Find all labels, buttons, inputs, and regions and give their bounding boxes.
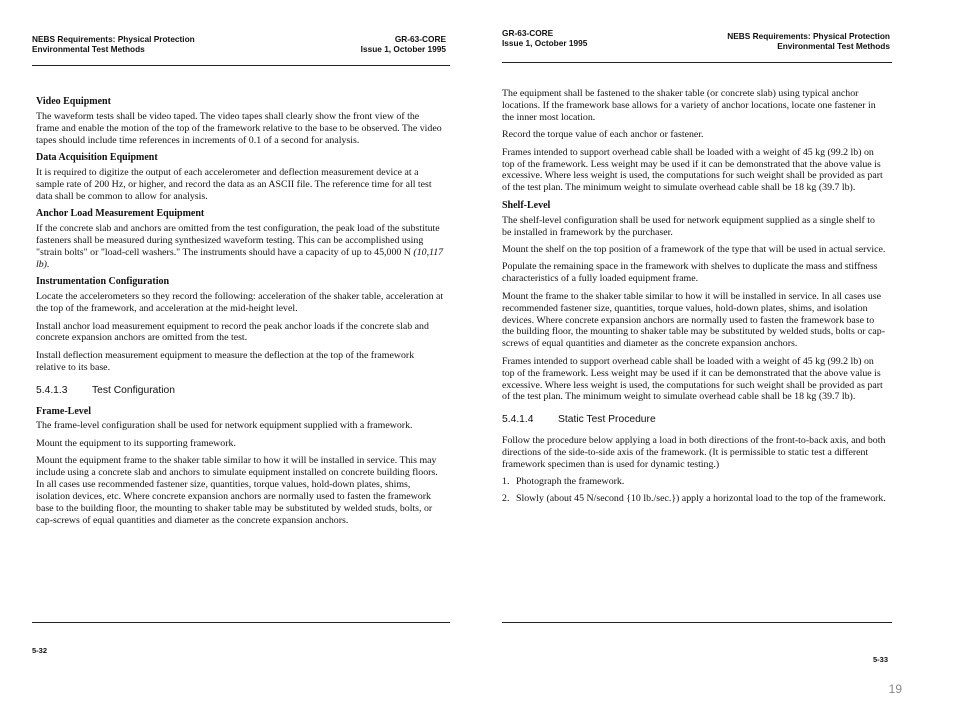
- right-page-header: [502, 28, 894, 52]
- section-heading: Video Equipment: [36, 96, 111, 107]
- paragraph-text: Install anchor load measurement equipment to record the peak anchor loads if the concrete slab and concrete expansion anchors are omitted from the test.: [36, 320, 429, 344]
- procedure-list: [502, 476, 886, 505]
- body-paragraph: [36, 321, 444, 345]
- section-title-text: Test Configuration: [92, 384, 175, 396]
- section-title: [36, 385, 444, 397]
- left-header-title-block: [32, 34, 195, 54]
- body-paragraph: [502, 435, 886, 471]
- list-item-text: Slowly (about 45 N/second {10 lb./sec.}) apply a horizontal load to the top of the framework.: [516, 493, 886, 505]
- left-page-header: [32, 34, 452, 58]
- body-paragraph: [502, 244, 886, 256]
- section-heading: Instrumentation Configuration: [36, 276, 170, 288]
- right-header-issue: Issue 1, October 1995: [502, 38, 588, 48]
- paragraph-text: Mount the equipment frame to the shaker table similar to how it will be installed in service. This may include using a concrete slab and anchors to simulate equipment installed on concrete building floors. In all cases use recommended fastener size, quantities, torque values, hold-down plates, shims, isolation devices, etc. Where concrete expansion anchors are normally used to fasten the framework base to the building floor, the mounting to shaker table may be substituted by welded studs, bolts, or cap-screws of equal quantities and diameter as the concrete expansion anchors.: [36, 455, 438, 526]
- list-item: [502, 476, 886, 488]
- left-header-issue: Issue 1, October 1995: [360, 44, 446, 54]
- paragraph-text: Locate the accelerometers so they record the following: acceleration of the shaker table, acceleration at the top of the framework, and acceleration at the mid-height level.: [36, 291, 444, 315]
- paragraph-text: The equipment shall be fastened to the shaker table (or concrete slab) using typical anchor locations. If the framework base allows for a variety of anchor locations, locate one fastener in the inner most location.: [502, 88, 876, 123]
- right-document-page: [492, 0, 894, 672]
- paragraph-text: Frames intended to support overhead cable shall be loaded with a weight of 45 kg (99.2 lb) on top of the framework. Less weight may be used if it can be demonstrated that the above value is excessive. Where less weight is used, the computations for such weight shall be provided as part of the test plan. The minimum weight to simulate overhead cable shall be 18 kg (39.7 lb).: [502, 355, 883, 403]
- paragraph-text: Mount the equipment to its supporting framework.: [36, 437, 236, 449]
- slide-number: 19: [888, 682, 902, 696]
- paragraph-text: It is required to digitize the output of each accelerometer and deflection measurement device at a sample rate of 200 Hz, or higher, and record the data as an ASCII file. The reference time for all test data shall be common to allow for analysis.: [36, 167, 432, 202]
- paragraph-text: Follow the procedure below applying a load in both directions of the front-to-back axis, and both directions of the side-to-side axis of the framework. (It is permissible to static test a different framework specimen than is used for dynamic testing.): [502, 435, 886, 471]
- paragraph-text: Mount the shelf on the top position of a framework of the type that will be used in actual service.: [502, 243, 886, 255]
- paragraph-text: If the concrete slab and anchors are omitted from the test configuration, the peak load of the substitute fasteners shall be measured during synthesized waveform testing. This can be accomplished using "strain bolts" or "load-cell washers." The instruments should have a capacity of up to 45,000 N: [36, 223, 440, 258]
- paragraph-italic-value: (10,117 lb).: [36, 246, 444, 270]
- right-page-number: 5-33: [872, 655, 888, 664]
- right-header-title-block: [727, 31, 890, 51]
- list-item-number: 1.: [502, 476, 510, 488]
- right-header-title: NEBS Requirements: Physical Protection: [727, 31, 890, 41]
- body-paragraph: [502, 147, 886, 195]
- left-header-doc-id: GR-63-CORE: [394, 34, 446, 44]
- section-heading: Data Acquisition Equipment: [36, 152, 158, 164]
- section-heading: Anchor Load Measurement Equipment: [36, 208, 205, 220]
- left-page-number: 5-32: [32, 646, 48, 655]
- body-paragraph: [36, 455, 444, 526]
- paragraph-text: Record the torque value of each anchor or fastener.: [502, 129, 704, 141]
- body-paragraph: [36, 420, 444, 432]
- body-paragraph: [502, 261, 886, 285]
- body-paragraph: [36, 111, 444, 147]
- list-item-number: 2.: [502, 493, 510, 505]
- body-paragraph: [36, 291, 444, 315]
- body-paragraph: [502, 88, 886, 124]
- section-heading: Frame-Level: [36, 405, 91, 417]
- right-header-subtitle: Environmental Test Methods: [777, 41, 890, 51]
- left-header-subtitle: Environmental Test Methods: [32, 44, 145, 54]
- left-header-doc-id-block: [361, 34, 446, 54]
- list-item-text: Photograph the framework.: [516, 476, 625, 488]
- right-header-doc-id-block: [502, 28, 587, 48]
- body-paragraph: [502, 291, 886, 351]
- body-paragraph: [502, 215, 886, 239]
- paragraph-text: The waveform tests shall be video taped. The video tapes shall clearly show the front view of the frame and enable the motion of the top of the framework relative to the base to be observed. The video tapes should include time references in increments of 0.1 of a second for analysis.: [36, 110, 442, 146]
- body-paragraph: [36, 350, 444, 374]
- paragraph-text: Mount the frame to the shaker table similar to how it will be installed in service. In all cases use recommended fastener size, quantities, torque values, hold-down plates, shims, and isolation devices. Where concrete expansion anchors are normally used to fasten the framework base to the building floor, the mounting to shaker table may be substituted by welded studs, bolts or cap-screws of equal quantities and diameter as the concrete expansion anchors.: [502, 290, 886, 350]
- paragraph-text: Frames intended to support overhead cable shall be loaded with a weight of 45 kg (99.2 lb) on top of the framework. Less weight may be used if it can be demonstrated that the above value is excessive. Where less weight is used, the computations for such weight shall be provided as part of the test plan. The minimum weight to simulate overhead cable shall be 18 kg (39.7 lb).: [502, 146, 883, 194]
- section-number: 5.4.1.3: [36, 384, 68, 396]
- right-footer-rule: [502, 622, 892, 623]
- list-item: [502, 493, 886, 505]
- body-paragraph: [36, 438, 444, 450]
- body-paragraph: [502, 356, 886, 404]
- section-title: [502, 414, 886, 426]
- paragraph-text: Install deflection measurement equipment to measure the deflection at the top of the framework relative to its base.: [36, 349, 415, 373]
- body-paragraph: [36, 223, 444, 271]
- left-footer-rule: [32, 622, 450, 623]
- left-header-rule: [32, 65, 450, 66]
- paragraph-text: The frame-level configuration shall be used for network equipment supplied with a framework.: [36, 420, 413, 432]
- right-page-body: [502, 88, 886, 510]
- right-header-doc-id: GR-63-CORE: [502, 28, 554, 38]
- section-title-text: Static Test Procedure: [558, 414, 656, 426]
- left-header-title: NEBS Requirements: Physical Protection: [32, 34, 195, 44]
- paragraph-text: The shelf-level configuration shall be used for network equipment supplied as a single shelf to be installed in framework by the purchaser.: [502, 214, 875, 238]
- paragraph-text: Populate the remaining space in the framework with shelves to duplicate the mass and stiffness characteristics of a fully loaded equipment frame.: [502, 261, 878, 285]
- left-document-page: [22, 0, 452, 672]
- body-paragraph: [502, 129, 886, 141]
- section-number: 5.4.1.4: [502, 414, 534, 426]
- left-page-body: [36, 96, 444, 532]
- body-paragraph: [36, 167, 444, 203]
- right-header-rule: [502, 62, 892, 63]
- section-heading: Shelf-Level: [502, 199, 551, 211]
